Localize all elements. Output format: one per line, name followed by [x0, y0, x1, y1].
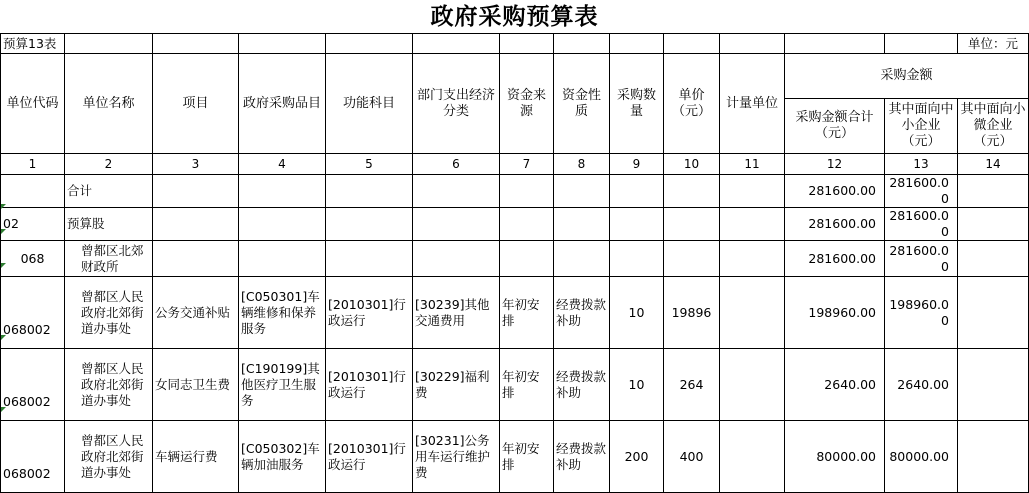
- cell-category: [239, 208, 326, 241]
- cell-econ: [413, 241, 500, 277]
- cell-function: [2010301]行政运行: [326, 349, 413, 421]
- header-micro: 其中面向小微企业（元）: [958, 99, 1029, 154]
- header-procurement-amount: 采购金额: [785, 54, 1029, 99]
- cell-item: [153, 208, 239, 241]
- cell-total: 80000.00: [785, 421, 885, 493]
- cell-function: [2010301]行政运行: [326, 277, 413, 349]
- cell-unit: [720, 277, 785, 349]
- cell-qty: 200: [610, 421, 664, 493]
- index-cell: 12: [785, 154, 885, 175]
- index-cell: 9: [610, 154, 664, 175]
- header-sme: 其中面向中小企业（元）: [885, 99, 958, 154]
- cell-micro: [958, 208, 1029, 241]
- cell-category: [C190199]其他医疗卫生服务: [239, 349, 326, 421]
- cell-total: 281600.00: [785, 208, 885, 241]
- header-unit-code: 单位代码: [1, 54, 65, 154]
- cell-unit: [720, 421, 785, 493]
- cell-source: [500, 241, 554, 277]
- index-cell: 10: [664, 154, 720, 175]
- cell-item: 女同志卫生费: [153, 349, 239, 421]
- cell-name: 预算股: [65, 208, 153, 241]
- cell-code: 02: [1, 208, 65, 241]
- index-cell: 8: [554, 154, 610, 175]
- cell-unit: [720, 208, 785, 241]
- cell-qty: [610, 208, 664, 241]
- page-title: 政府采购预算表: [430, 4, 599, 30]
- cell-note-marker: [1, 335, 6, 340]
- cell-sme: 281600.00: [885, 175, 958, 208]
- cell-note-marker: [1, 407, 6, 412]
- cell-micro: [958, 241, 1029, 277]
- index-row: [1, 154, 1029, 175]
- cell-econ: [30229]福利费: [413, 349, 500, 421]
- cell-name: 曾都区北郊财政所: [65, 241, 153, 277]
- cell-price: 264: [664, 349, 720, 421]
- header-fund-nature: 资金性质: [554, 54, 610, 154]
- header-project: 项目: [153, 54, 239, 154]
- index-cell: 3: [153, 154, 239, 175]
- cell-qty: 10: [610, 277, 664, 349]
- cell-name: 合计: [65, 175, 153, 208]
- table-row: [1, 241, 1029, 277]
- cell-qty: [610, 175, 664, 208]
- cell-econ: [413, 175, 500, 208]
- index-cell: 1: [1, 154, 65, 175]
- cell-item: 车辆运行费: [153, 421, 239, 493]
- cell-sme: 80000.00: [885, 421, 958, 493]
- cell-name: 曾都区人民政府北郊街道办事处: [65, 349, 153, 421]
- cell-source: [500, 175, 554, 208]
- cell-econ: [413, 208, 500, 241]
- header-economic-class: 部门支出经济分类: [413, 54, 500, 154]
- table-row: [1, 208, 1029, 241]
- cell-nature: 经费拨款补助: [554, 349, 610, 421]
- cell-code: 068002: [1, 277, 65, 349]
- table-row: [1, 175, 1029, 208]
- cell-price: 400: [664, 421, 720, 493]
- table-row: [1, 277, 1029, 349]
- cell-name: 曾都区人民政府北郊街道办事处: [65, 421, 153, 493]
- table-id: 预算13表: [1, 34, 65, 54]
- cell-code: 068002: [1, 349, 65, 421]
- cell-total: 2640.00: [785, 349, 885, 421]
- cell-function: [326, 175, 413, 208]
- cell-category: [239, 241, 326, 277]
- header-function-subject: 功能科目: [326, 54, 413, 154]
- cell-econ: [30239]其他交通费用: [413, 277, 500, 349]
- table-row: [1, 421, 1029, 493]
- cell-price: [664, 208, 720, 241]
- table-row: [1, 349, 1029, 421]
- cell-qty: [610, 241, 664, 277]
- cell-function: [326, 241, 413, 277]
- cell-nature: [554, 175, 610, 208]
- cell-price: [664, 175, 720, 208]
- cell-category: [239, 175, 326, 208]
- index-cell: 11: [720, 154, 785, 175]
- cell-source: 年初安排: [500, 421, 554, 493]
- cell-sme: 281600.00: [885, 241, 958, 277]
- cell-code: 068: [1, 241, 65, 277]
- unit-label: 单位：元: [958, 34, 1029, 54]
- cell-item: 公务交通补贴: [153, 277, 239, 349]
- cell-sme: 198960.00: [885, 277, 958, 349]
- cell-code: [1, 175, 65, 208]
- cell-nature: [554, 208, 610, 241]
- header-measure-unit: 计量单位: [720, 54, 785, 154]
- cell-micro: [958, 421, 1029, 493]
- cell-sme: 2640.00: [885, 349, 958, 421]
- cell-function: [2010301]行政运行: [326, 421, 413, 493]
- index-cell: 2: [65, 154, 153, 175]
- index-cell: 6: [413, 154, 500, 175]
- cell-micro: [958, 349, 1029, 421]
- cell-sme: 281600.00: [885, 208, 958, 241]
- cell-total: 281600.00: [785, 241, 885, 277]
- index-cell: 4: [239, 154, 326, 175]
- index-cell: 5: [326, 154, 413, 175]
- cell-source: 年初安排: [500, 349, 554, 421]
- header-unit-name: 单位名称: [65, 54, 153, 154]
- index-cell: 7: [500, 154, 554, 175]
- cell-source: 年初安排: [500, 277, 554, 349]
- cell-price: [664, 241, 720, 277]
- cell-micro: [958, 175, 1029, 208]
- meta-row: [1, 34, 1029, 54]
- cell-nature: 经费拨款补助: [554, 277, 610, 349]
- cell-nature: [554, 241, 610, 277]
- cell-price: 19896: [664, 277, 720, 349]
- cell-econ: [30231]公务用车运行维护费: [413, 421, 500, 493]
- header-quantity: 采购数量: [610, 54, 664, 154]
- cell-name: 曾都区人民政府北郊街道办事处: [65, 277, 153, 349]
- cell-qty: 10: [610, 349, 664, 421]
- cell-note-marker: [1, 263, 6, 268]
- cell-nature: 经费拨款补助: [554, 421, 610, 493]
- cell-total: 281600.00: [785, 175, 885, 208]
- header-amount-total: 采购金额合计（元）: [785, 99, 885, 154]
- cell-code: 068002: [1, 421, 65, 493]
- index-cell: 13: [885, 154, 958, 175]
- index-cell: 14: [958, 154, 1029, 175]
- cell-total: 198960.00: [785, 277, 885, 349]
- cell-unit: [720, 241, 785, 277]
- cell-micro: [958, 277, 1029, 349]
- header-fund-source: 资金来源: [500, 54, 554, 154]
- cell-note-marker: [1, 229, 6, 234]
- cell-item: [153, 175, 239, 208]
- cell-source: [500, 208, 554, 241]
- cell-unit: [720, 349, 785, 421]
- cell-category: [C050302]车辆加油服务: [239, 421, 326, 493]
- cell-note-marker: [1, 204, 6, 209]
- cell-item: [153, 241, 239, 277]
- header-procurement-category: 政府采购品目: [239, 54, 326, 154]
- cell-function: [326, 208, 413, 241]
- procurement-table: [0, 33, 1029, 493]
- header-row: [1, 54, 1029, 99]
- cell-unit: [720, 175, 785, 208]
- cell-category: [C050301]车辆维修和保养服务: [239, 277, 326, 349]
- header-unit-price: 单价（元）: [664, 54, 720, 154]
